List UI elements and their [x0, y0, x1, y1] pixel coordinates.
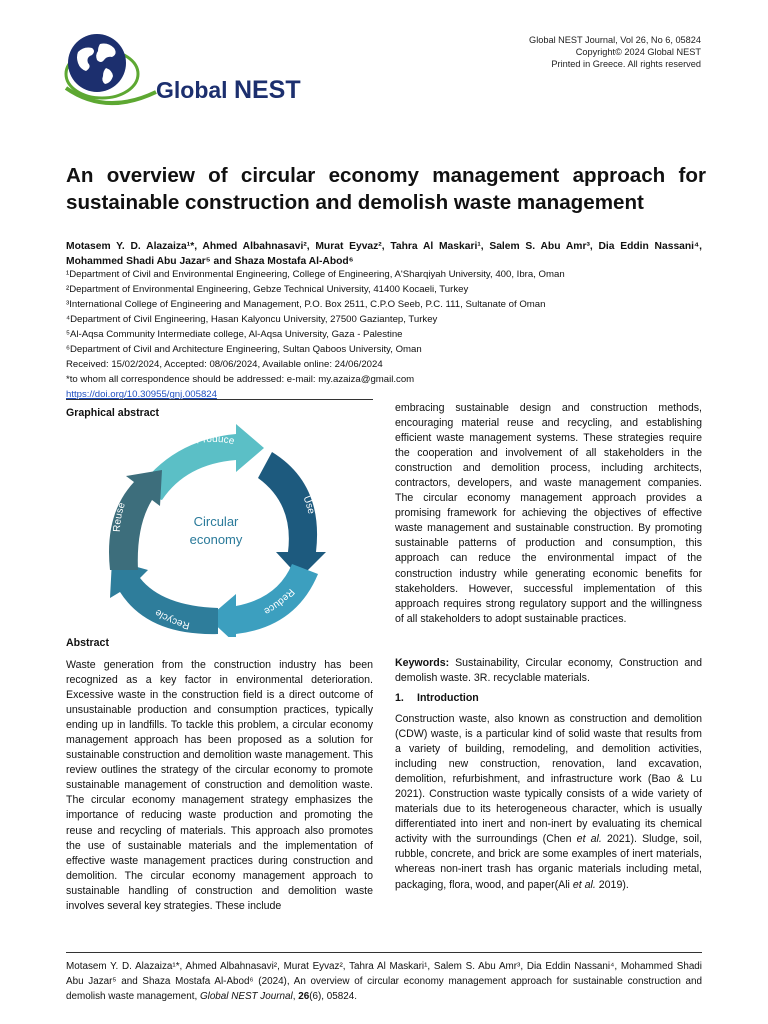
affiliation-2: ²Department of Environmental Engineering, Gebze Technical University, 41400 Kocaeli, Turkey	[66, 284, 469, 295]
diagram-center-line1: Circular	[193, 514, 239, 529]
citation-issue: (6), 05824.	[309, 991, 357, 1002]
citation-sep: ,	[292, 991, 299, 1002]
recycle-label: Recycle	[153, 606, 191, 631]
citation-text: Motasem Y. D. Alazaiza¹*, Ahmed Albahnasavi², Murat Eyvaz², Tahra Al Maskari¹, Salem S. Abu Amr³, Dia Eddin Nassani⁴, Mohammed Shadi Abu Jazar⁵ and Shaza Mostafa Al-Abod⁶ (2024), An overview of circular economy management approach for sustainable construction and demolish waste management,	[66, 961, 702, 1002]
keywords-label: Keywords:	[395, 657, 450, 669]
intro-text-part: 2021). Sludge, soil, rubble, concrete, and brick are some examples of inert materials, whereas non-inert trash has organic materials including metal, packaging, flora, wood, and paper(Ali	[395, 833, 703, 891]
footer-divider	[66, 952, 702, 953]
dates-line: Received: 15/02/2024, Accepted: 08/06/2024, Available online: 24/06/2024	[66, 359, 383, 370]
keywords-text: Sustainability, Circular economy, Construction and demolish waste. 3R. recyclable materials.	[395, 657, 702, 685]
copyright-line: Copyright© 2024 Global NEST	[575, 47, 701, 57]
introduction-heading	[395, 692, 479, 704]
citation-footer	[66, 959, 702, 1004]
abstract-continued: embracing sustainable design and construction methods, encouraging material reuse and recycling, and establishing efficient waste management systems. These strategies require the cooperation and involvement of all stakeholders in the construction and demolition process, including architects, contractors, developers, and waste management companies. The circular economy management approach provides a promising framework for achieving the objectives of effective waste management and sustainable construction. By promoting sustainable patterns of production and consumption, this approach can reduce the environmental impact of the construction industry while generating economic benefits for stakeholders. However, successful implementation of this approach requires strong regulatory support and the willingness of all stakeholders to adopt sustainable practices.	[395, 402, 702, 625]
affiliation-1: ¹Department of Civil and Environmental Engineering, College of Engineering, A'Sharqiyah University, 400, Ibra, Oman	[66, 269, 565, 280]
recycle-arrow	[110, 560, 218, 634]
printed-line: Printed in Greece. All rights reserved	[551, 59, 701, 69]
journal-citation-line: Global NEST Journal, Vol 26, No 6, 05824	[529, 35, 701, 45]
citation-volume: 26	[298, 991, 310, 1002]
circular-economy-diagram	[96, 422, 336, 637]
intro-text-part: 2019).	[595, 878, 629, 891]
logo-word-nest: NEST	[233, 76, 301, 104]
use-label: Use	[300, 494, 317, 516]
keywords	[395, 656, 702, 686]
paper-title: An overview of circular economy management approach for sustainable construction and demolish waste management	[66, 164, 706, 214]
author-list: Motasem Y. D. Alazaiza¹*, Ahmed Albahnasavi², Murat Eyvaz², Tahra Al Maskari¹, Salem S. Abu Amr³, Dia Eddin Nassani⁴, Mohammed Shadi Abu Jazar⁵ and Shaza Mostafa Al-Abod⁶	[66, 241, 702, 267]
correspondence-line: *to whom all correspondence should be addressed: e-mail: my.azaiza@gmail.com	[66, 374, 415, 385]
doi-link[interactable]: https://doi.org/10.30955/gnj.005824	[66, 389, 217, 400]
affiliation-5: ⁵Al-Aqsa Community Intermediate college, Al-Aqsa University, Gaza - Palestine	[66, 329, 403, 340]
abstract-text: Waste generation from the construction industry has been recognized as a key factor in environmental deterioration. Excessive waste in the construction field is a direct outcome of unsustainable production and consumption practices, typically ending up in landfills. To tackle this problem, a circular economy management approach has been proposed as a solution for sustainable construction and demolition waste management. This review outlines the strategy of the circular economy to promote sustainable management of construction and demolition waste. The circular economy management strategy emphasizes the importance of reducing waste production and promoting the reuse and recycling of materials. This approach also promotes the use of sustainable materials and the implementation of effective waste management practices during construction and demolition. The circular economy management approach to sustainable handling of construction and demolition waste involves several key strategies. These include	[66, 659, 373, 912]
affiliation-6: ⁶Department of Civil and Architecture Engineering, Sultan Qaboos University, Oman	[66, 344, 422, 355]
affiliation-3: ³International College of Engineering and Management, P.O. Box 2511, C.P.O Seeb, P.C. 111, Sultanate of Oman	[66, 299, 546, 310]
abstract-heading: Abstract	[66, 637, 109, 649]
reuse-label: Reuse	[111, 501, 128, 533]
section-title: Introduction	[417, 692, 479, 704]
et-al: et al.	[576, 833, 602, 846]
affiliation-4: ⁴Department of Civil Engineering, Hasan Kalyoncu University, 27500 Gaziantep, Turkey	[66, 314, 438, 325]
logo-word-global: Global	[156, 77, 228, 103]
logo-wordmark	[156, 76, 301, 105]
et-al: et al.	[572, 878, 596, 891]
introduction-text	[395, 712, 702, 893]
section-number: 1.	[395, 692, 404, 704]
citation-journal: Global NEST Journal	[199, 991, 293, 1002]
journal-info	[529, 34, 701, 70]
reduce-label: Reduce	[261, 586, 297, 617]
intro-text-part: Construction waste, also known as construction and demolition (CDW) waste, is a particular kind of solid waste that results from a variety of building, remodeling, and demolition activities, including new construction, renovation, land excavation, demolition, refurbishment, and infrastructure work (Bao & Lu 2021). Construction waste typically consists of a wide variety of materials due to its heterogeneous character, which is usually differentiated into inert and non-inert by evaluating its chemical activity with the surroundings (Chen	[395, 713, 702, 846]
use-arrow	[258, 452, 326, 578]
graphical-abstract-heading: Graphical abstract	[66, 407, 160, 419]
affiliations	[66, 267, 706, 402]
produce-label: Produce	[195, 433, 236, 448]
section-divider	[66, 399, 373, 400]
diagram-center-line2: economy	[189, 532, 243, 547]
reduce-arrow	[208, 564, 318, 637]
